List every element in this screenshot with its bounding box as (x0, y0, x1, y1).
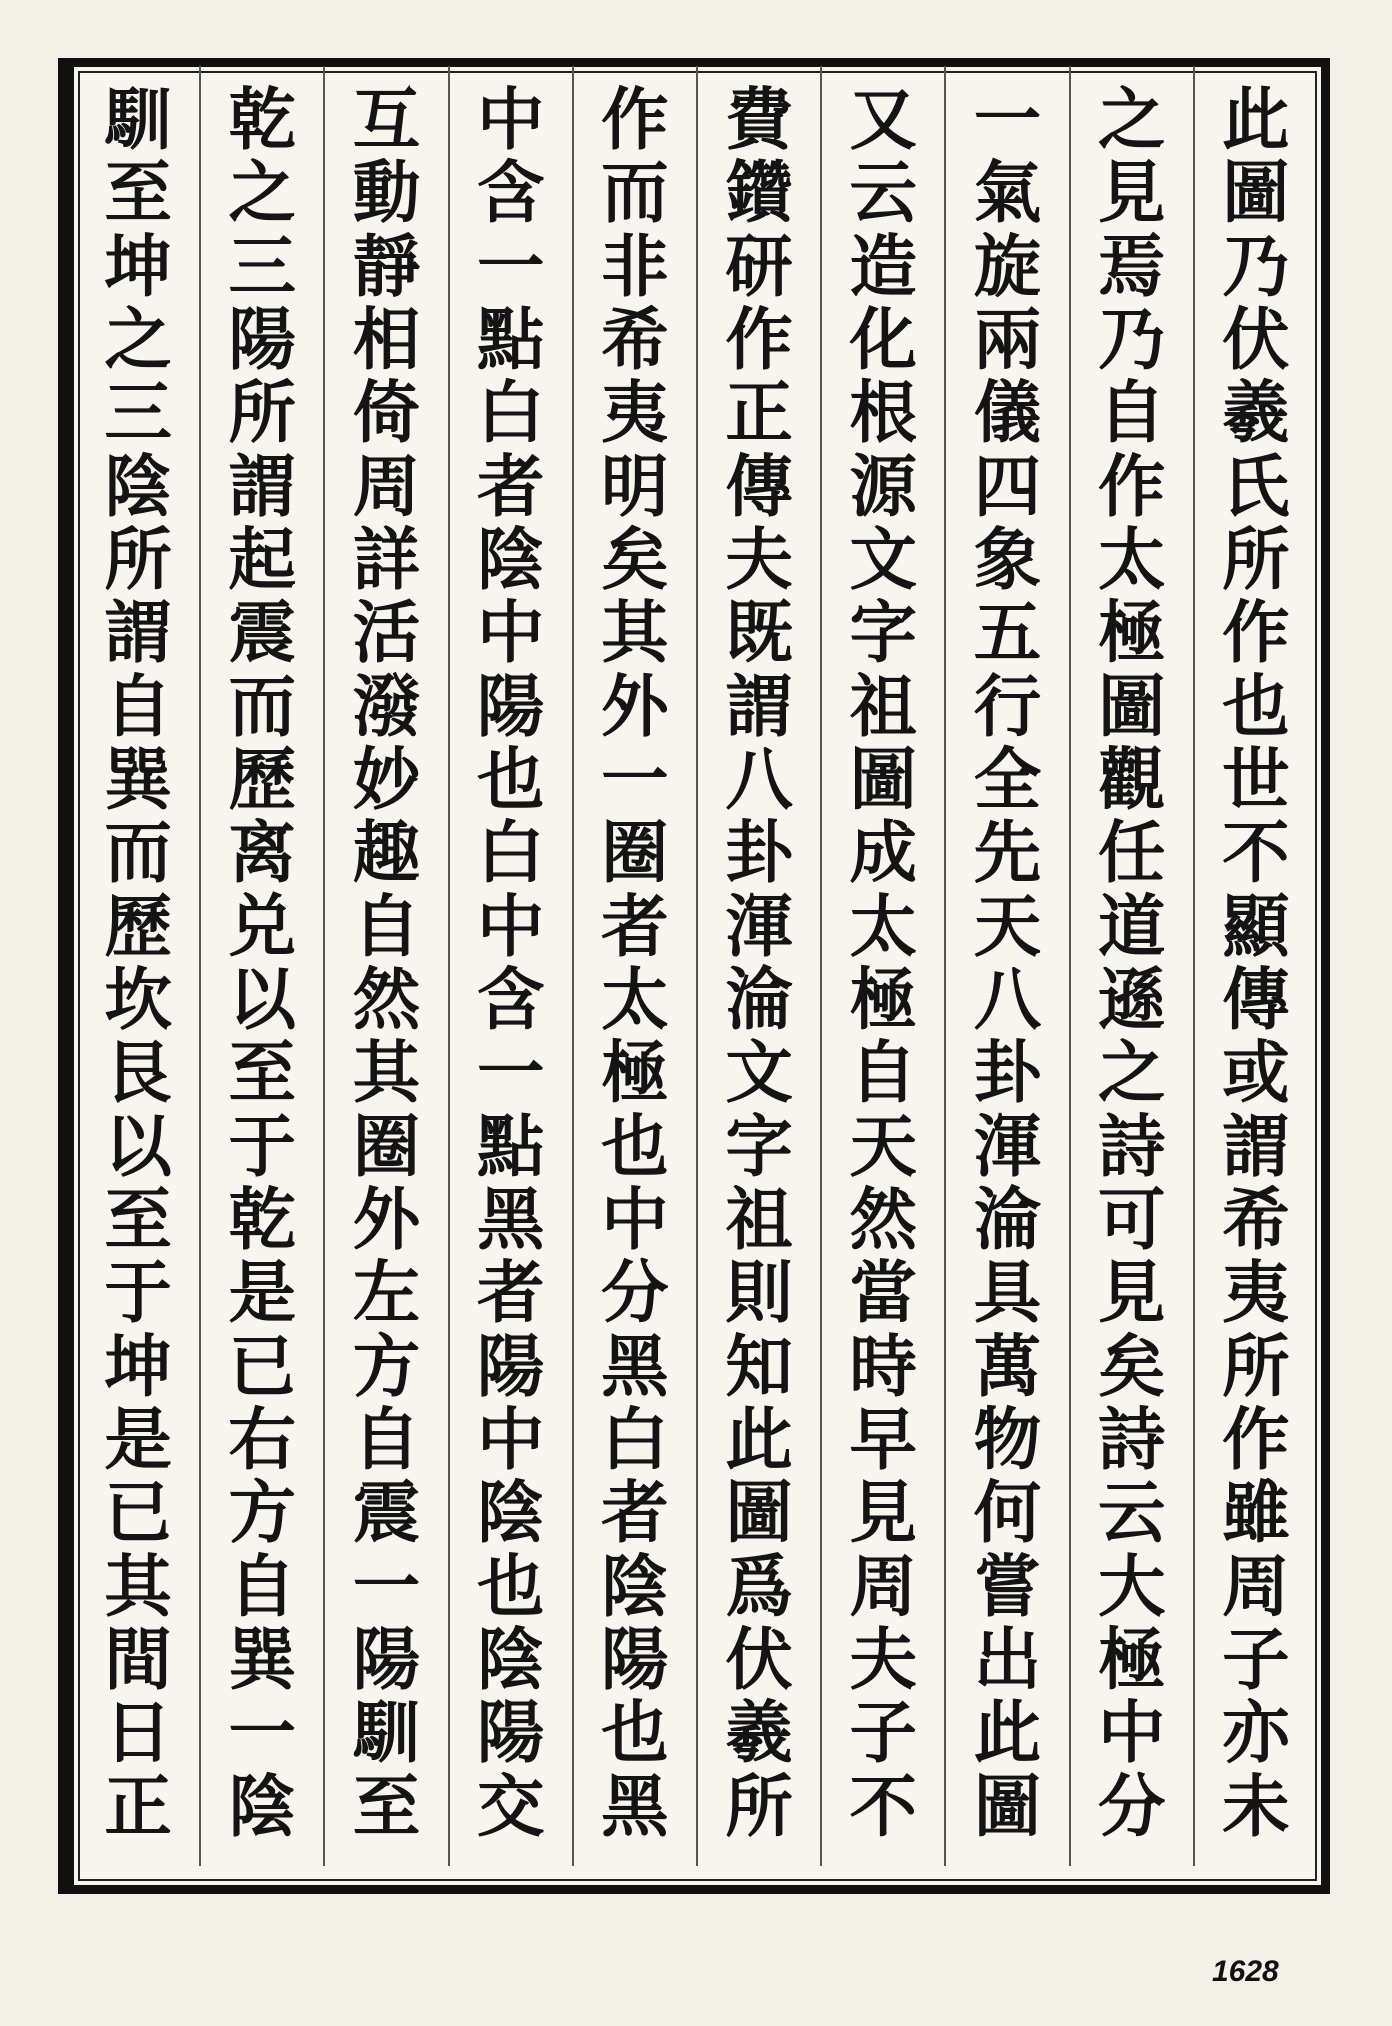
character: 圈 (352, 1106, 421, 1186)
character: 源 (849, 446, 918, 526)
character: 羲 (1222, 373, 1290, 453)
character: 然 (849, 1179, 918, 1259)
character: 時 (849, 1326, 918, 1406)
character: 乃 (1097, 299, 1166, 379)
character: 八 (725, 739, 793, 819)
character: 一 (476, 226, 545, 306)
character: 倚 (352, 373, 421, 453)
character: 至 (104, 1179, 172, 1259)
character: 祖 (725, 1179, 793, 1259)
character: 詩 (1097, 1399, 1166, 1479)
character: 一 (476, 1033, 545, 1113)
character: 者 (601, 886, 669, 966)
character: 黑 (601, 1326, 669, 1406)
character: 觀 (1097, 739, 1166, 819)
character: 黑 (476, 1179, 545, 1259)
character: 所 (104, 519, 172, 599)
character: 而 (601, 153, 669, 233)
character: 成 (849, 813, 918, 893)
character: 矣 (1097, 1326, 1166, 1406)
text-column-6 (573, 80, 697, 1852)
character: 白 (476, 813, 545, 893)
character: 又 (849, 80, 918, 159)
character: 至 (228, 1033, 297, 1113)
character: 極 (849, 959, 918, 1039)
character: 兩 (973, 299, 1042, 379)
character: 遜 (1097, 959, 1166, 1039)
character: 爲 (725, 1546, 793, 1626)
character: 三 (104, 373, 172, 453)
character: 之 (1097, 1033, 1166, 1113)
character: 極 (1097, 1619, 1166, 1699)
character: 含 (476, 153, 545, 233)
character: 艮 (104, 1033, 172, 1113)
character: 者 (601, 1473, 669, 1553)
character: 卦 (973, 1033, 1042, 1113)
character: 也 (601, 1106, 669, 1186)
character: 陽 (228, 299, 297, 379)
character: 傳 (1222, 959, 1290, 1039)
character: 圖 (1097, 666, 1166, 746)
character: 明 (601, 446, 669, 526)
character: 起 (228, 519, 297, 599)
character: 夷 (1222, 1253, 1290, 1333)
character: 至 (352, 1766, 421, 1846)
character: 自 (228, 1546, 297, 1626)
character: 中 (476, 80, 545, 159)
character: 云 (1097, 1473, 1166, 1553)
character: 任 (1097, 813, 1166, 893)
character: 動 (352, 153, 421, 233)
character: 化 (849, 299, 918, 379)
character: 則 (725, 1253, 793, 1333)
text-column-1 (1194, 80, 1318, 1852)
character: 者 (476, 446, 545, 526)
character: 自 (352, 886, 421, 966)
character: 而 (104, 813, 172, 893)
character: 其 (601, 593, 669, 673)
character: 希 (601, 299, 669, 379)
character: 妙 (352, 739, 421, 819)
character: 極 (1097, 593, 1166, 673)
character: 陰 (476, 519, 545, 599)
character: 何 (973, 1473, 1042, 1553)
character: 作 (1222, 593, 1290, 673)
character: 大 (1097, 1546, 1166, 1626)
character: 根 (849, 373, 918, 453)
character: 方 (228, 1473, 297, 1553)
character: 不 (849, 1766, 918, 1846)
character: 陽 (476, 1693, 545, 1773)
character: 靜 (352, 226, 421, 306)
character: 所 (228, 373, 297, 453)
character: 未 (1222, 1766, 1290, 1846)
character: 其 (352, 1033, 421, 1113)
text-column-8 (324, 80, 448, 1852)
character: 陰 (104, 446, 172, 526)
character: 卦 (725, 813, 793, 893)
character: 以 (228, 959, 297, 1039)
character: 中 (476, 593, 545, 673)
character: 白 (601, 1399, 669, 1479)
character: 知 (725, 1326, 793, 1406)
character: 所 (725, 1766, 793, 1846)
character: 此 (973, 1693, 1042, 1773)
character: 淪 (973, 1179, 1042, 1259)
character: 分 (1097, 1766, 1166, 1846)
character: 氣 (973, 153, 1042, 233)
character: 黑 (601, 1766, 669, 1846)
character: 陰 (601, 1546, 669, 1626)
character: 其 (104, 1546, 172, 1626)
character: 正 (725, 373, 793, 453)
character: 四 (973, 446, 1042, 526)
character: 歷 (228, 739, 297, 819)
character: 日 (104, 1693, 172, 1773)
text-column-2 (1070, 80, 1194, 1852)
character: 一 (352, 1546, 421, 1626)
character: 夫 (849, 1619, 918, 1699)
character: 巽 (228, 1619, 297, 1699)
character: 陰 (228, 1766, 297, 1846)
character: 陰 (476, 1473, 545, 1553)
character: 可 (1097, 1179, 1166, 1259)
character: 圖 (725, 1473, 793, 1553)
character: 自 (104, 666, 172, 746)
character: 太 (601, 959, 669, 1039)
character: 詳 (352, 519, 421, 599)
text-column-9 (200, 80, 324, 1852)
text-column-5 (697, 80, 821, 1852)
character: 渾 (725, 886, 793, 966)
character: 互 (352, 80, 421, 159)
character: 陽 (601, 1619, 669, 1699)
character: 象 (973, 519, 1042, 599)
character: 一 (973, 80, 1042, 159)
character: 坤 (104, 1326, 172, 1406)
character: 是 (228, 1253, 297, 1333)
character: 周 (1222, 1546, 1290, 1626)
character: 中 (1097, 1693, 1166, 1773)
character: 見 (1097, 153, 1166, 233)
character: 伏 (1222, 299, 1290, 379)
character: 萬 (973, 1326, 1042, 1406)
character: 之 (1097, 80, 1166, 159)
character: 乃 (1222, 226, 1290, 306)
character: 离 (228, 813, 297, 893)
character: 巽 (104, 739, 172, 819)
character: 于 (228, 1106, 297, 1186)
character: 兑 (228, 886, 297, 966)
character: 圖 (973, 1766, 1042, 1846)
character: 分 (601, 1253, 669, 1333)
character: 乾 (228, 1179, 297, 1259)
character: 氏 (1222, 446, 1290, 526)
character: 既 (725, 593, 793, 673)
character: 此 (725, 1399, 793, 1479)
character: 謂 (1222, 1106, 1290, 1186)
character: 字 (725, 1106, 793, 1186)
character: 旋 (973, 226, 1042, 306)
character: 太 (849, 886, 918, 966)
character: 作 (725, 299, 793, 379)
character: 謂 (228, 446, 297, 526)
character: 間 (104, 1619, 172, 1699)
character: 外 (601, 666, 669, 746)
character: 周 (849, 1546, 918, 1626)
character: 夷 (601, 373, 669, 453)
text-column-7 (449, 80, 573, 1852)
character: 夫 (725, 519, 793, 599)
character: 八 (973, 959, 1042, 1039)
character: 活 (352, 593, 421, 673)
character: 當 (849, 1253, 918, 1333)
character: 周 (352, 446, 421, 526)
character: 已 (104, 1473, 172, 1553)
character: 亦 (1222, 1693, 1290, 1773)
character: 云 (849, 153, 918, 233)
character: 極 (601, 1033, 669, 1113)
character: 不 (1222, 813, 1290, 893)
character: 行 (973, 666, 1042, 746)
character: 渾 (973, 1106, 1042, 1186)
character: 嘗 (973, 1546, 1042, 1626)
character: 所 (1222, 519, 1290, 599)
character: 文 (725, 1033, 793, 1113)
character: 也 (601, 1693, 669, 1773)
character: 全 (973, 739, 1042, 819)
character: 之 (228, 153, 297, 233)
character: 三 (228, 226, 297, 306)
character: 潑 (352, 666, 421, 746)
character: 作 (601, 80, 669, 159)
character: 點 (476, 299, 545, 379)
character: 外 (352, 1179, 421, 1259)
character: 費 (725, 80, 793, 159)
character: 中 (476, 1399, 545, 1479)
character: 非 (601, 226, 669, 306)
character: 羲 (725, 1693, 793, 1773)
character: 以 (104, 1106, 172, 1186)
character: 中 (601, 1179, 669, 1259)
character: 陽 (476, 1326, 545, 1406)
character: 自 (849, 1033, 918, 1113)
character: 至 (104, 153, 172, 233)
character: 乾 (228, 80, 297, 159)
character: 一 (228, 1693, 297, 1773)
character: 也 (476, 739, 545, 819)
character: 之 (104, 299, 172, 379)
character: 作 (1222, 1399, 1290, 1479)
character: 此 (1222, 80, 1290, 159)
character: 者 (476, 1253, 545, 1333)
character: 道 (1097, 886, 1166, 966)
character: 希 (1222, 1179, 1290, 1259)
character: 含 (476, 959, 545, 1039)
character: 也 (1222, 666, 1290, 746)
character: 作 (1097, 446, 1166, 526)
text-column-10 (76, 80, 200, 1852)
character: 太 (1097, 519, 1166, 599)
character: 雖 (1222, 1473, 1290, 1553)
character: 造 (849, 226, 918, 306)
character: 傳 (725, 446, 793, 526)
character: 也 (476, 1546, 545, 1626)
character: 已 (228, 1326, 297, 1406)
character: 子 (849, 1693, 918, 1773)
text-column-4 (821, 80, 945, 1852)
character: 中 (476, 886, 545, 966)
character: 子 (1222, 1619, 1290, 1699)
character: 馴 (352, 1693, 421, 1773)
character: 儀 (973, 373, 1042, 453)
character: 于 (104, 1253, 172, 1333)
character: 馴 (104, 80, 172, 159)
character: 物 (973, 1399, 1042, 1479)
character: 右 (228, 1399, 297, 1479)
character: 鑽 (725, 153, 793, 233)
character: 方 (352, 1326, 421, 1406)
character: 陽 (476, 666, 545, 746)
character: 顯 (1222, 886, 1290, 966)
character: 具 (973, 1253, 1042, 1333)
character: 字 (849, 593, 918, 673)
character: 而 (228, 666, 297, 746)
character: 左 (352, 1253, 421, 1333)
character: 正 (104, 1766, 172, 1846)
character: 相 (352, 299, 421, 379)
character: 自 (1097, 373, 1166, 453)
character: 早 (849, 1399, 918, 1479)
character: 淪 (725, 959, 793, 1039)
character: 謂 (104, 593, 172, 673)
character: 點 (476, 1106, 545, 1186)
character: 交 (476, 1766, 545, 1846)
character: 圖 (849, 739, 918, 819)
character: 或 (1222, 1033, 1290, 1113)
text-column-3 (945, 80, 1069, 1852)
character: 謂 (725, 666, 793, 746)
character: 見 (849, 1473, 918, 1553)
character: 然 (352, 959, 421, 1039)
character: 出 (973, 1619, 1042, 1699)
character: 白 (476, 373, 545, 453)
character: 一 (601, 739, 669, 819)
character: 坎 (104, 959, 172, 1039)
character: 所 (1222, 1326, 1290, 1406)
page-number: 1628 (1212, 1955, 1279, 1988)
character: 先 (973, 813, 1042, 893)
character: 圖 (1222, 153, 1290, 233)
character: 詩 (1097, 1106, 1166, 1186)
character: 天 (973, 886, 1042, 966)
character: 見 (1097, 1253, 1166, 1333)
character: 陽 (352, 1619, 421, 1699)
character: 圈 (601, 813, 669, 893)
character: 研 (725, 226, 793, 306)
character: 是 (104, 1399, 172, 1479)
character: 焉 (1097, 226, 1166, 306)
character: 自 (352, 1399, 421, 1479)
character: 坤 (104, 226, 172, 306)
character: 歷 (104, 886, 172, 966)
character: 五 (973, 593, 1042, 673)
character: 天 (849, 1106, 918, 1186)
character: 世 (1222, 739, 1290, 819)
character: 陰 (476, 1619, 545, 1699)
character: 震 (228, 593, 297, 673)
character: 趣 (352, 813, 421, 893)
character: 祖 (849, 666, 918, 746)
character: 文 (849, 519, 918, 599)
character: 震 (352, 1473, 421, 1553)
character: 矣 (601, 519, 669, 599)
character: 伏 (725, 1619, 793, 1699)
